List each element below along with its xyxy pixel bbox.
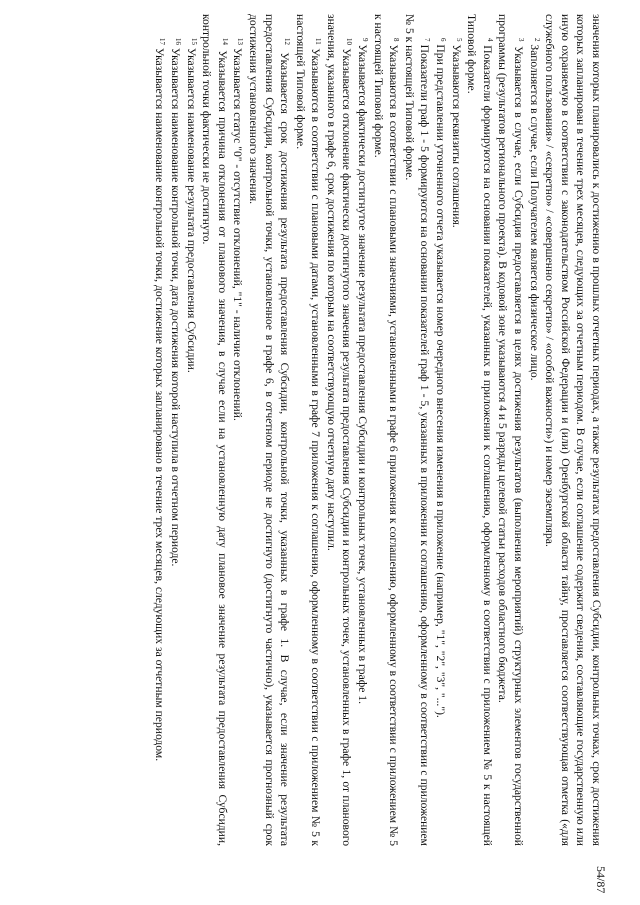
footnote xyxy=(355,14,371,846)
footnote xyxy=(292,14,323,846)
footnote xyxy=(401,14,432,846)
footnotes-body xyxy=(152,14,604,846)
footnote xyxy=(526,14,542,846)
footnote-text: Указывается срок достижения результата предоставления Субсидии, контрольной точки, указанных в графе 1. В случае, если значение результата предоставления Субсидии, контрольной точки, установленное в графе 6, в отчетном периоде не достигнуто (достигнуто частично), указывается прогнозный срок достижения установленного значения. xyxy=(246,14,292,846)
footnote-marker: 2 xyxy=(532,38,541,42)
footnote-marker: 9 xyxy=(361,38,370,42)
paragraph-text: значения которых планировались к достижению в прошлых отчетных периодах, а также результатах предоставления Субсидии, контрольных точках, срок достижения которых запланирован в течение трех месяцев, следующих за отчетным периодом. В случае, если соглашение содержит сведения, составляющие государственную или иную охраняемую в соответствии с законодательством Российской Федерации и (или) Оренбургской области тайну, проставляется соответствующая отметка («для служебного пользования» / «секретно» / «совершенно секретно» / «особой важности») и номер экземпляра. xyxy=(543,14,603,846)
footnote-text: Указывается наименование контрольной точки, достижение которых запланировано в течение трех месяцев, следующих за отчетным периодом. xyxy=(153,47,167,762)
footnote-text: Указывается отклонение фактически достигнутого значения результата предоставления Субсидии и контрольных точек, установленных в графе 1, от планового значения, указанного в графе 6, срок достижения по которым на соответствующую отчетную дату наступил. xyxy=(324,14,354,847)
footnote-text: Указывается фактически достигнутое значение результата предоставления Субсидии и контрольных точек, установленных в графе 1. xyxy=(356,44,370,704)
footnote-text: Указывается наименование результата предоставления Субсидии. xyxy=(184,47,198,373)
footnote xyxy=(167,14,183,846)
footnote xyxy=(199,14,230,846)
footnote-text: При представлении уточненного отчета указывается номер очередного внесения изменения в приложение (например, "1", "2", "3", "..."). xyxy=(434,44,448,718)
footnote-marker: 8 xyxy=(392,38,401,42)
footnote-marker: 12 xyxy=(283,38,292,45)
footnote-text: Указывается статус "0" - отсутствие отклонений, "1" - наличие отклонений. xyxy=(231,47,245,421)
footnote-marker: 7 xyxy=(423,38,432,42)
footnote xyxy=(245,14,292,846)
footnote xyxy=(152,14,168,846)
footnote-marker: 4 xyxy=(485,38,494,42)
footnote-text: Показатели формируются на основании показателей, указанных в приложении к соглашению, оформленному в соответствии с приложением № 5 к настоящей Типовой форме. xyxy=(465,14,494,846)
footnote xyxy=(495,14,526,846)
footnote-marker: 15 xyxy=(189,38,198,45)
footnote-marker: 3 xyxy=(517,38,526,42)
footnote-marker: 14 xyxy=(220,38,229,45)
footnote xyxy=(183,14,199,846)
footnote xyxy=(230,14,246,846)
footnote-text: Указываются реквизиты соглашения. xyxy=(449,44,463,228)
footnote xyxy=(464,14,495,846)
footnote-marker: 5 xyxy=(454,38,463,42)
footnote-text: Показатели граф 1 - 5 формируются на основании показателей граф 1 - 5, указанных в приложении к соглашению, оформленному в соответствии с приложением № 5 к настоящей Типовой форме. xyxy=(402,14,432,846)
footnote-text: Указывается причина отклонения от планового значения, в случае если на установленную дату плановое значение результата предоставления Субсидии, контрольной точки фактически не достигнуто. xyxy=(200,14,229,846)
page-number: 54/87 xyxy=(594,866,608,894)
footnote xyxy=(323,14,354,846)
intro-paragraph xyxy=(542,14,604,846)
footnote-marker: 6 xyxy=(439,38,448,42)
footnote xyxy=(448,14,464,846)
footnote-marker: 10 xyxy=(345,38,354,45)
footnote xyxy=(370,14,401,846)
footnote-text: Указываются в соответствии с плановыми значениями, установленными в графе 6 приложения к соглашению, оформленному в соответствии с приложением № 5 к настоящей Типовой форме. xyxy=(371,14,401,846)
footnote xyxy=(432,14,448,846)
footnote-text: Указывается наименование контрольной точки, дата достижения которой наступила в отчетном периоде. xyxy=(168,47,182,567)
footnote-text: Указывается в случае, если Субсидия предоставляется в целях достижения результатов (выполнения мероприятий) структурных элементов государственной программы (результатов регионального проекта). В кодовой зоне указываются 4 и 5 разряды целевой статьи расходов областного бюджета. xyxy=(496,14,526,846)
footnote-text: Указываются в соответствии с плановыми датами, установленными в графе 7 приложения к соглашению, оформленному в соответствии с приложением № 5 к настоящей Типовой форме. xyxy=(293,14,323,846)
footnote-marker: 11 xyxy=(314,38,323,45)
rotated-page xyxy=(8,8,608,898)
footnote-marker: 16 xyxy=(173,38,182,45)
footnote-marker: 13 xyxy=(236,38,245,45)
footnote-text: Заполняется в случае, если Получателем является физическое лицо. xyxy=(527,44,541,381)
footnote-marker: 17 xyxy=(158,38,167,45)
